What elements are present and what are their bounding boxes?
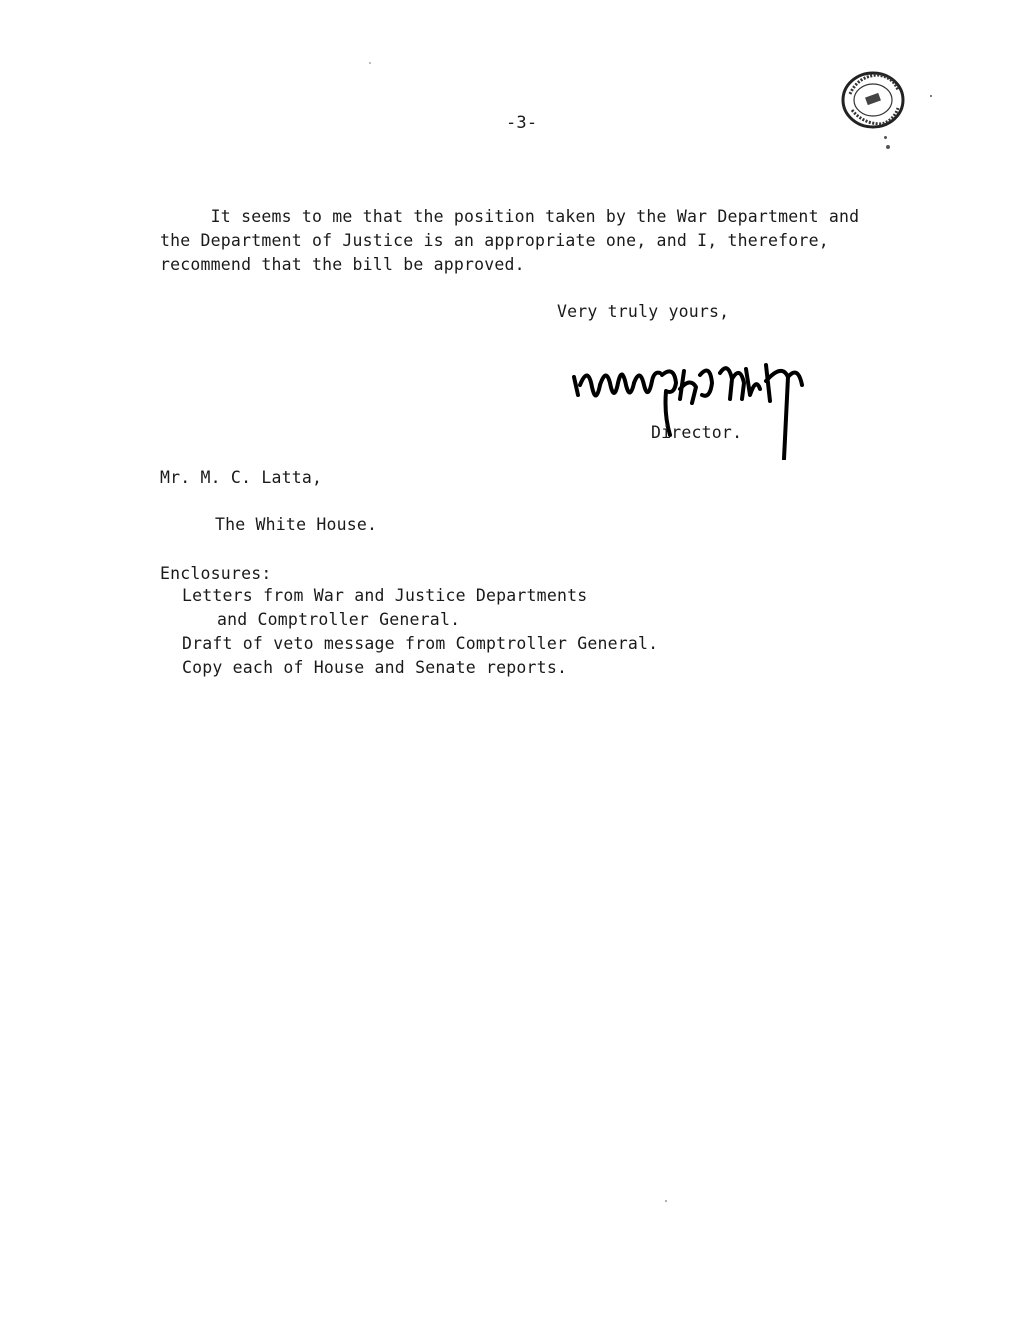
enclosure-item-continuation: and Comptroller General.: [217, 610, 461, 629]
speck: [886, 145, 890, 149]
enclosure-item: Copy each of House and Senate reports.: [182, 658, 568, 677]
archive-stamp-seal: [838, 70, 908, 130]
enclosure-item: Draft of veto message from Comptroller General.: [182, 634, 659, 653]
body-line: the Department of Justice is an appropriate one, and I, therefore,: [160, 231, 829, 250]
speck: [930, 95, 932, 97]
enclosures-heading: Enclosures:: [160, 564, 272, 583]
speck: [369, 62, 371, 64]
speck: [884, 136, 887, 139]
signer-title: Director.: [651, 423, 743, 442]
closing: Very truly yours,: [557, 302, 730, 321]
page-number: -3-: [506, 113, 538, 133]
body-line: It seems to me that the position taken by the War Department and: [160, 207, 860, 226]
addressee-name: Mr. M. C. Latta,: [160, 468, 323, 487]
enclosure-item: Letters from War and Justice Departments: [182, 586, 588, 605]
addressee-place: The White House.: [215, 515, 378, 534]
body-line: recommend that the bill be approved.: [160, 255, 525, 274]
speck: [665, 1200, 667, 1202]
